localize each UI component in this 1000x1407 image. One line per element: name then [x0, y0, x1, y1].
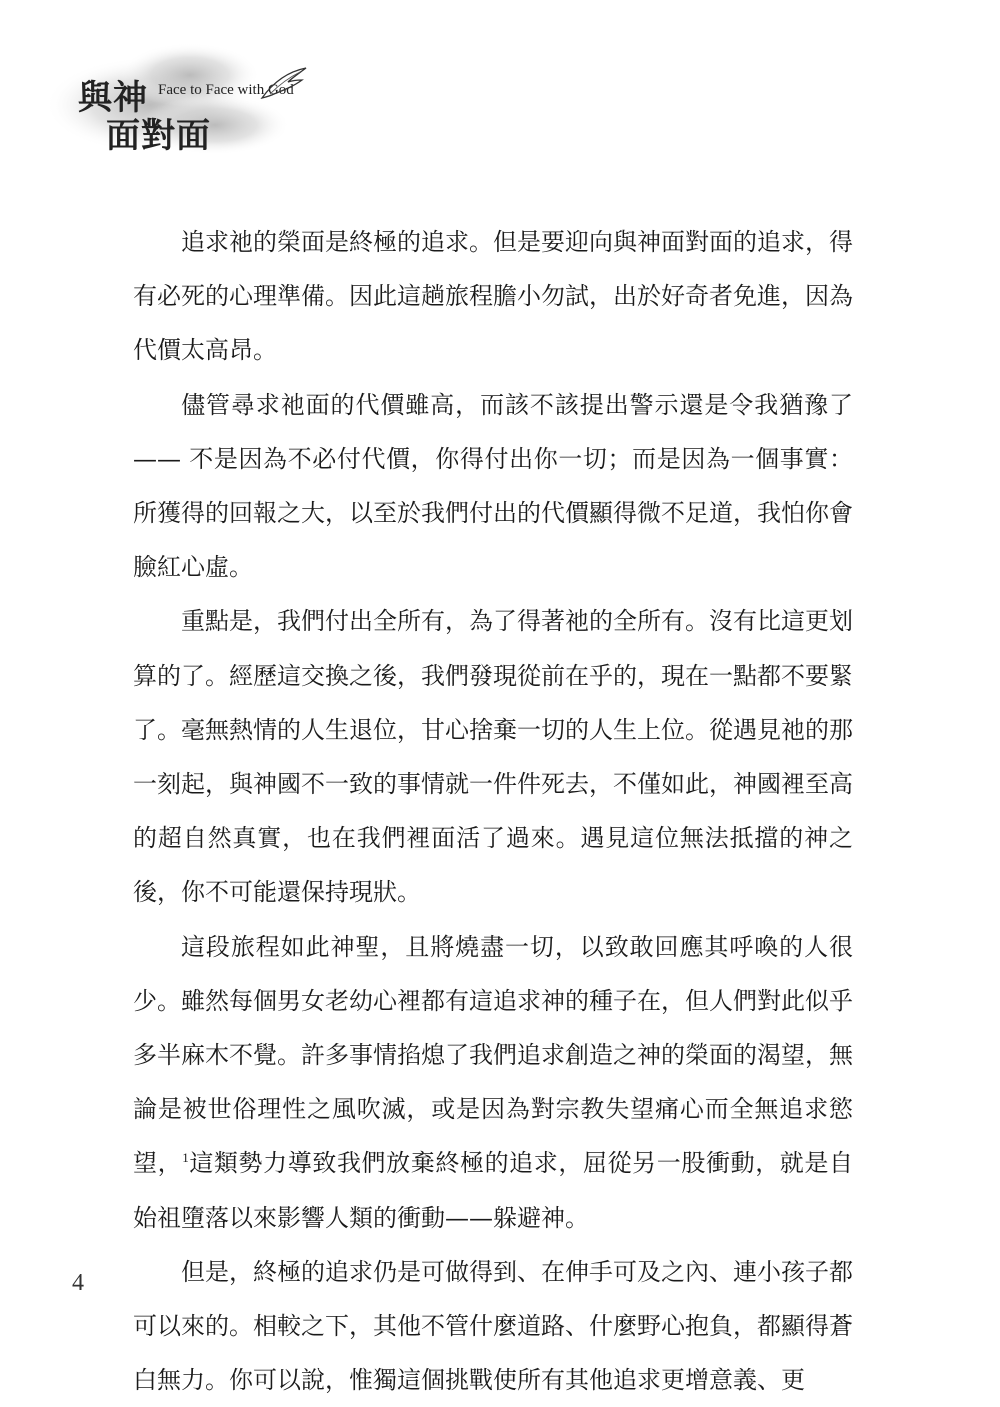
paragraph: 追求祂的榮面是終極的追求。但是要迎向與神面對面的追求，得有必死的心理準備。因此這趟旅程膽小勿試，出於好奇者免進，因為代價太高昂。 — [133, 228, 853, 365]
header-title-en: Face to Face with God — [158, 82, 294, 98]
body-text — [133, 215, 853, 1407]
running-header — [40, 30, 320, 160]
paragraph — [133, 920, 853, 1245]
paragraph-text-after-footnote: 這類勢力導致我們放棄終極的追求，屈從另一股衝動，就是自始祖墮落以來影響人類的衝動——躲避神。 — [133, 1149, 854, 1232]
paragraph: 但是，終極的追求仍是可做得到、在伸手可及之內、連小孩子都可以來的。相較之下，其他不管什麼道路、什麼野心抱負，都顯得蒼白無力。你可以說，惟獨這個挑戰使所有其他追求更增意義、更 — [133, 1257, 853, 1395]
header-title-cn-line1: 與神 — [78, 78, 148, 118]
footnote-marker[interactable]: 1 — [182, 1150, 189, 1166]
paragraph-text-before-footnote: 這段旅程如此神聖，且將燒盡一切，以致敢回應其呼喚的人很少。雖然每個男女老幼心裡都有這追求神的種子在，但人們對此似乎多半麻木不覺。許多事情掐熄了我們追求創造之神的榮面的渴望，無論是被世俗理性之風吹滅，或是因為對宗教失望痛心而全無追求慾望， — [133, 932, 853, 1178]
header-title-cn-line2: 面對面 — [106, 116, 211, 156]
page-number: 4 — [72, 1270, 84, 1296]
paragraph: 重點是，我們付出全所有，為了得著祂的全所有。沒有比這更划算的了。經歷這交換之後，我們發現從前在乎的，現在一點都不要緊了。毫無熱情的人生退位，甘心捨棄一切的人生上位。從遇見祂的那一刻起，與神國不一致的事情就一件件死去，不僅如此，神國裡至高的超自然真實，也在我們裡面活了過來。遇見這位無法抵擋的神之後，你不可能還保持現狀。 — [133, 607, 853, 907]
wing-icon — [258, 64, 310, 104]
paragraph: 儘管尋求祂面的代價雖高，而該不該提出警示還是令我猶豫了 —— 不是因為不必付代價，你得付出你一切；而是因為一個事實：所獲得的回報之大，以至於我們付出的代價顯得微不足道，我怕你會臉紅心虛。 — [133, 390, 853, 582]
